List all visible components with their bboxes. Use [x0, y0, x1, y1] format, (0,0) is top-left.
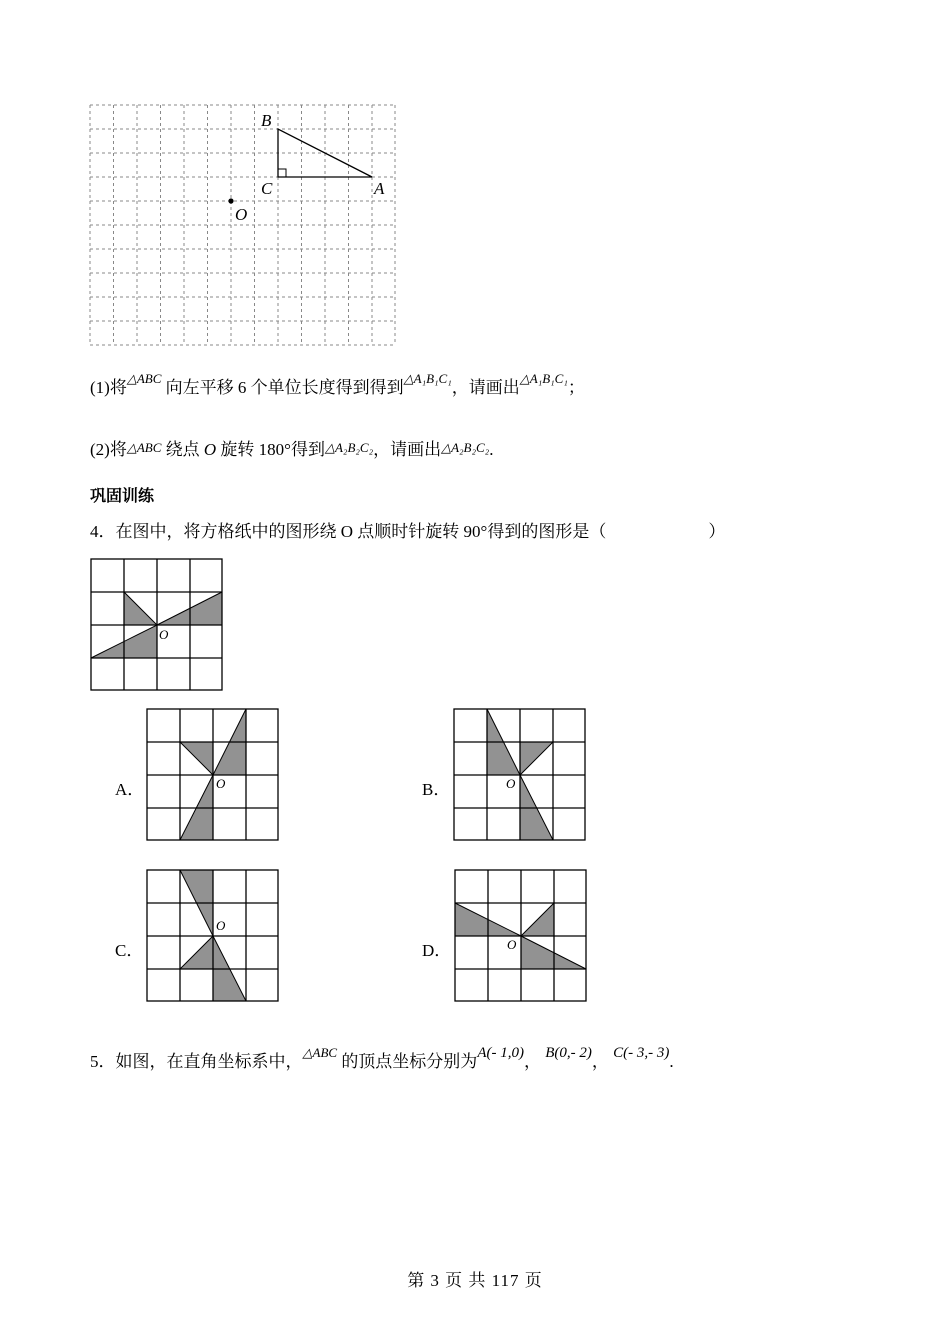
q3-part1-tri1: △A₁B₁C₁ [403, 371, 452, 386]
q5-sep2: ， [591, 1052, 609, 1071]
section-title: 巩固训练 [90, 486, 155, 505]
q3-part1-tri: △ABC [126, 371, 162, 386]
shaded-triangle-b2 [520, 742, 553, 775]
q3-part2-point: O [203, 440, 217, 459]
point-o [228, 198, 233, 203]
option-c-label[interactable]: C． [115, 941, 144, 960]
q3-part2-end: . [489, 440, 494, 459]
page-footer: 第 3 页 共 117 页 [407, 1271, 543, 1290]
option-b-figure[interactable] [452, 707, 588, 843]
q5-tri: △ABC [302, 1045, 338, 1060]
q5-point-a: A(- 1,0) [477, 1045, 524, 1061]
option-d-center: O [507, 937, 517, 952]
q3-part1 [90, 373, 585, 398]
shaded-triangle-a1 [180, 742, 213, 775]
label-a: A [374, 179, 385, 198]
q4-center-label: O [159, 627, 169, 642]
q5-end: . [669, 1052, 674, 1071]
label-o: O [235, 205, 248, 224]
option-b-label[interactable]: B． [422, 780, 451, 799]
q3-part2 [90, 435, 493, 460]
q3-part2-mid3: ，请画出 [373, 440, 442, 459]
q3-part1-mid: 向左平移 6 个单位长度得到得到 [165, 378, 404, 397]
q5-mid: 的顶点坐标分别为 [341, 1052, 478, 1071]
q3-part2-mid1: 绕点 [165, 440, 200, 459]
q3-part1-tri1b: △A₁B₁C₁ [519, 371, 568, 386]
q3-part2-prefix: (2)将 [90, 440, 127, 459]
q3-part2-tri2: △A₂B₂C₂ [324, 440, 374, 455]
shaded-triangle-c2 [180, 936, 213, 969]
q3-part2-mid2: 旋转 180°得到 [220, 440, 325, 459]
q4-original-figure [89, 557, 225, 693]
option-a-center: O [216, 776, 226, 791]
q5-sep1: ， [523, 1052, 541, 1071]
q3-part1-end: ； [567, 378, 585, 397]
shaded-triangle-d2 [521, 903, 554, 936]
q5-text [90, 1047, 674, 1072]
q3-part2-tri: △ABC [126, 440, 162, 455]
right-angle-mark [278, 169, 286, 177]
shaded-triangle-upper [124, 592, 157, 625]
option-c-center: O [216, 918, 226, 933]
q3-part2-tri2b: △A₂B₂C₂ [441, 440, 490, 455]
q4-text: 4．在图中，将方格纸中的图形绕 O 点顺时针旋转 90°得到的图形是（ ） [90, 522, 726, 541]
q5-point-b: B(0,- 2) [545, 1045, 592, 1061]
q5-point-c: C(- 3,- 3) [613, 1045, 670, 1061]
option-d-figure[interactable] [453, 868, 589, 1004]
option-c-figure[interactable] [145, 868, 281, 1004]
option-a-figure[interactable] [145, 707, 281, 843]
option-b-center: O [506, 776, 516, 791]
q5-prefix: 5．如图，在直角坐标系中， [90, 1052, 303, 1071]
option-d-label[interactable]: D． [422, 941, 452, 960]
q3-part1-prefix: (1)将 [90, 378, 127, 397]
q3-part1-mid2: ，请画出 [451, 378, 520, 397]
option-a-label[interactable]: A． [115, 780, 145, 799]
label-c: C [261, 179, 273, 198]
grid-figure [88, 103, 400, 348]
label-b: B [261, 111, 272, 130]
